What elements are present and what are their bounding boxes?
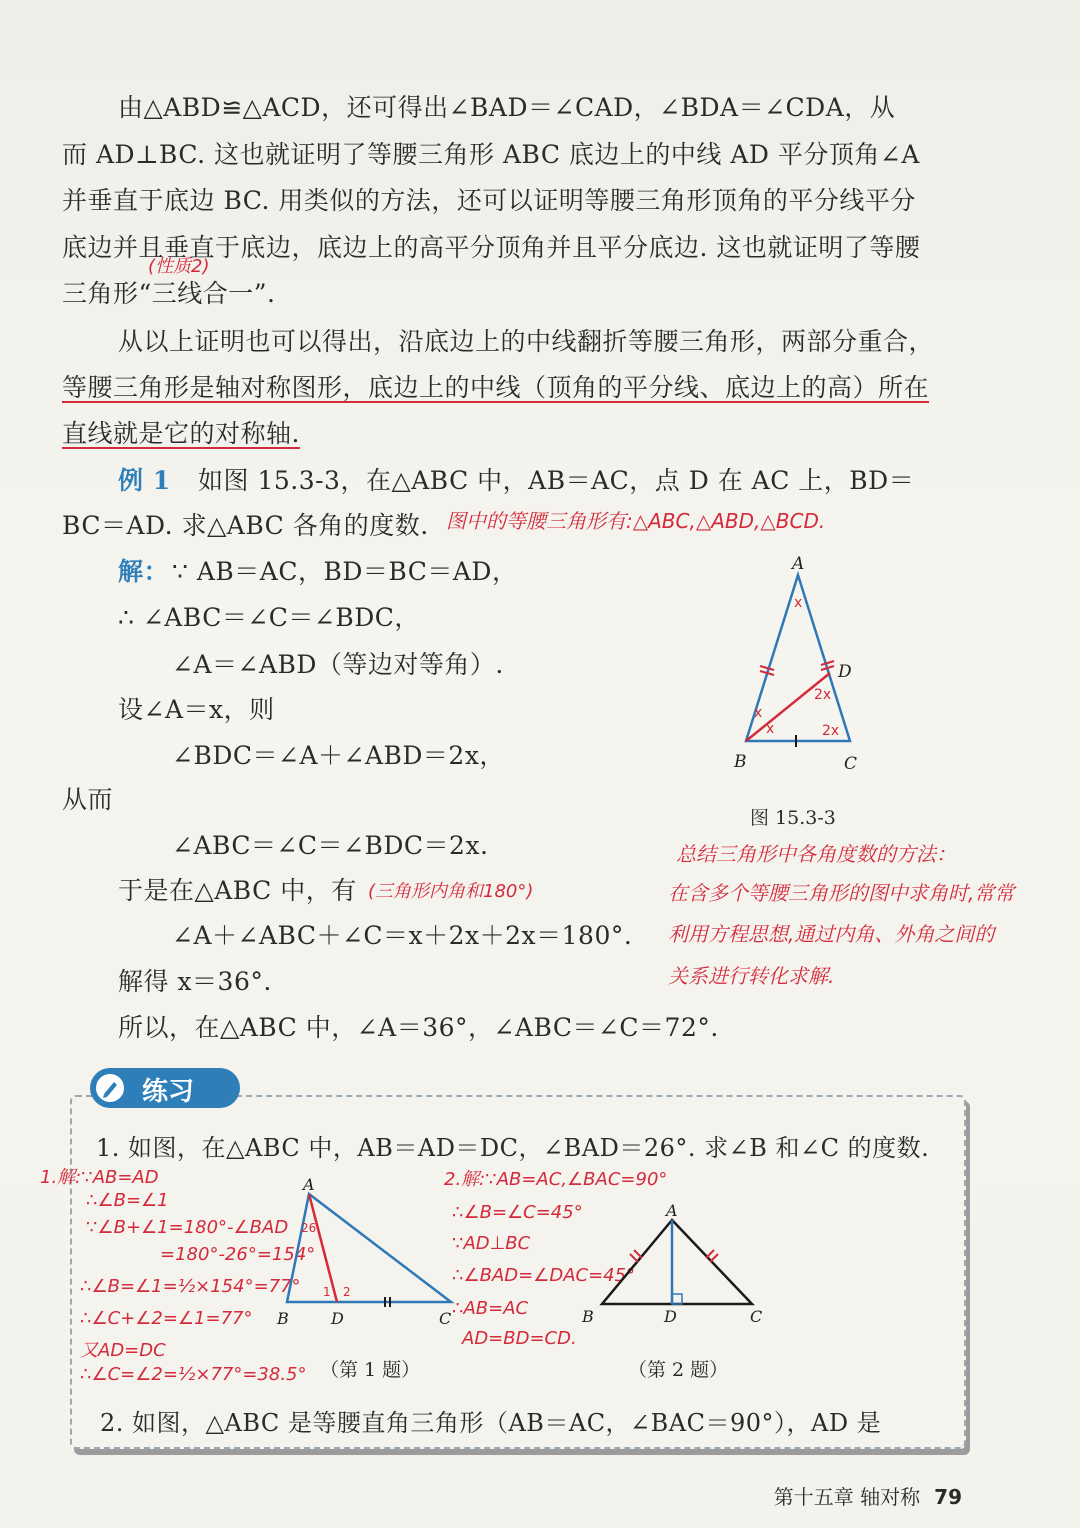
vertex-b: B (734, 752, 747, 772)
sol1-line-7: 又AD=DC (80, 1340, 166, 1361)
sol1-line-4: =180°-26°=154° (160, 1244, 316, 1265)
exercise-badge (90, 1068, 240, 1108)
sol2-line-3: ∵AD⊥BC (452, 1233, 531, 1254)
chapter-label: 第十五章 轴对称 (773, 1485, 921, 1509)
para-line-8: 直线就是它的对称轴. (62, 419, 300, 448)
example-line-2: BC＝AD. 求△ABC 各角的度数. (62, 511, 429, 540)
sol2-line-5: ∴AB=AC (452, 1298, 529, 1319)
exercise-q1: 1. 如图，在△ABC 中，AB＝AD＝DC，∠BAD＝26°. 求∠B 和∠C 的度数. (96, 1134, 930, 1162)
figure-q1 (275, 1175, 465, 1328)
vertex-c: C (844, 754, 858, 774)
sol1-line-8: ∴∠C=∠2=½×77°=38.5° (80, 1364, 307, 1385)
q1-mark-2: 2 (343, 1285, 351, 1299)
mark-2x-c: 2x (822, 723, 840, 739)
para-line-6: 从以上证明也可以得出，沿底边上的中线翻折等腰三角形，两部分重合， (118, 327, 935, 356)
sol1-line-3: ∵∠B+∠1=180°-∠BAD (86, 1217, 289, 1238)
summary-line-2: 在含多个等腰三角形的图中求角时,常常 (668, 881, 1015, 905)
step-9: ∠A＋∠ABC＋∠C＝x＋2x＋2x＝180°. (172, 921, 633, 950)
sol1-line-2: ∴∠B=∠1 (86, 1190, 169, 1211)
q1-vertex-d: D (331, 1309, 344, 1328)
page-number: 79 (934, 1485, 962, 1509)
example-line-1: 如图 15.3-3，在△ABC 中，AB＝AC，点 D 在 AC 上，BD＝ (198, 466, 915, 495)
triangle-q1 (287, 1194, 451, 1302)
pencil-icon (94, 1072, 126, 1104)
exercise-q2: 2. 如图，△ABC 是等腰直角三角形（AB＝AC，∠BAC＝90°），AD 是 (100, 1409, 882, 1437)
q1-mark-26: 26 (301, 1221, 317, 1235)
exercise-badge-label: 练习 (142, 1077, 195, 1107)
note-angle-sum: (三角形内角和180°) (368, 881, 534, 902)
sol1-line-1: 1.解:∵AB=AD (40, 1167, 159, 1188)
note-isosceles-list: 图中的等腰三角形有:△ABC,△ABD,△BCD. (446, 509, 826, 533)
step-8: 于是在△ABC 中，有 (118, 876, 357, 905)
para-line-5: 三角形“三线合一”. (62, 279, 276, 308)
summary-line-3: 利用方程思想,通过内角、外角之间的 (668, 922, 995, 946)
example-label: 例 1 (118, 466, 171, 495)
q1-vertex-c: C (439, 1309, 452, 1328)
sol2-line-1: 2.解:∵AB=AC,∠BAC=90° (444, 1169, 668, 1190)
fig1-caption: （第 1 题） (320, 1359, 421, 1381)
figure-caption: 图 15.3-3 (750, 807, 836, 829)
triangle-q2 (602, 1220, 752, 1304)
sol2-line-6: AD=BD=CD. (462, 1328, 577, 1349)
q1-vertex-a: A (303, 1175, 315, 1194)
step-10: 解得 x＝36°. (118, 967, 272, 996)
step-11: 所以，在△ABC 中，∠A＝36°，∠ABC＝∠C＝72°. (118, 1013, 719, 1042)
step-7: ∠ABC＝∠C＝∠BDC＝2x. (172, 831, 489, 860)
figure-15-3-3 (730, 555, 890, 775)
solution-label: 解： (118, 557, 170, 586)
summary-line-1: 总结三角形中各角度数的方法： (676, 842, 956, 866)
step-5: ∠BDC＝∠A＋∠ABD＝2x， (172, 741, 505, 770)
q1-vertex-b: B (277, 1309, 289, 1328)
q1-mark-1: 1 (323, 1285, 331, 1299)
mark-2x-d: 2x (814, 687, 832, 703)
note-xingzhi: (性质2) (148, 256, 210, 277)
q2-vertex-c: C (750, 1307, 763, 1326)
para-line-4: 底边并且垂直于底边，底边上的高平分顶角并且平分底边. 这也就证明了等腰 (62, 233, 921, 262)
para-line-2: 而 AD⊥BC. 这也就证明了等腰三角形 ABC 底边上的中线 AD 平分顶角∠A (62, 140, 920, 169)
step-1: ∵ AB＝AC，BD＝BC＝AD， (172, 557, 518, 586)
mark-x-b1: x (754, 705, 763, 721)
mark-x-a: x (794, 595, 803, 611)
page-footer (774, 1481, 962, 1510)
sol1-line-6: ∴∠C+∠2=∠1=77° (80, 1308, 253, 1329)
step-6: 从而 (62, 785, 114, 814)
step-4: 设∠A＝x，则 (118, 695, 275, 724)
q2-vertex-d: D (664, 1307, 677, 1326)
sol1-line-5: ∴∠B=∠1=½×154°=77° (80, 1276, 301, 1297)
q2-vertex-a: A (666, 1201, 678, 1220)
summary-line-4: 关系进行转化求解. (668, 964, 835, 988)
para-line-7: 等腰三角形是轴对称图形，底边上的中线（顶角的平分线、底边上的高）所在 (62, 373, 930, 402)
vertex-d: D (838, 662, 852, 682)
para-line-3: 并垂直于底边 BC. 用类似的方法，还可以证明等腰三角形顶角的平分线平分 (62, 186, 916, 215)
fig2-caption: （第 2 题） (628, 1359, 729, 1381)
step-2: ∴ ∠ABC＝∠C＝∠BDC， (118, 603, 420, 632)
sol2-line-4: ∴∠BAD=∠DAC=45° (452, 1265, 636, 1286)
figure-q2 (582, 1200, 772, 1330)
sol2-line-2: ∴∠B=∠C=45° (452, 1202, 583, 1223)
para-line-1: 由△ABD≌△ACD，还可得出∠BAD＝∠CAD，∠BDA＝∠CDA，从 (118, 93, 896, 122)
q2-vertex-b: B (582, 1307, 594, 1326)
mark-x-b2: x (766, 721, 775, 737)
vertex-a: A (792, 554, 805, 574)
step-3: ∠A＝∠ABD（等边对等角）. (172, 650, 504, 679)
